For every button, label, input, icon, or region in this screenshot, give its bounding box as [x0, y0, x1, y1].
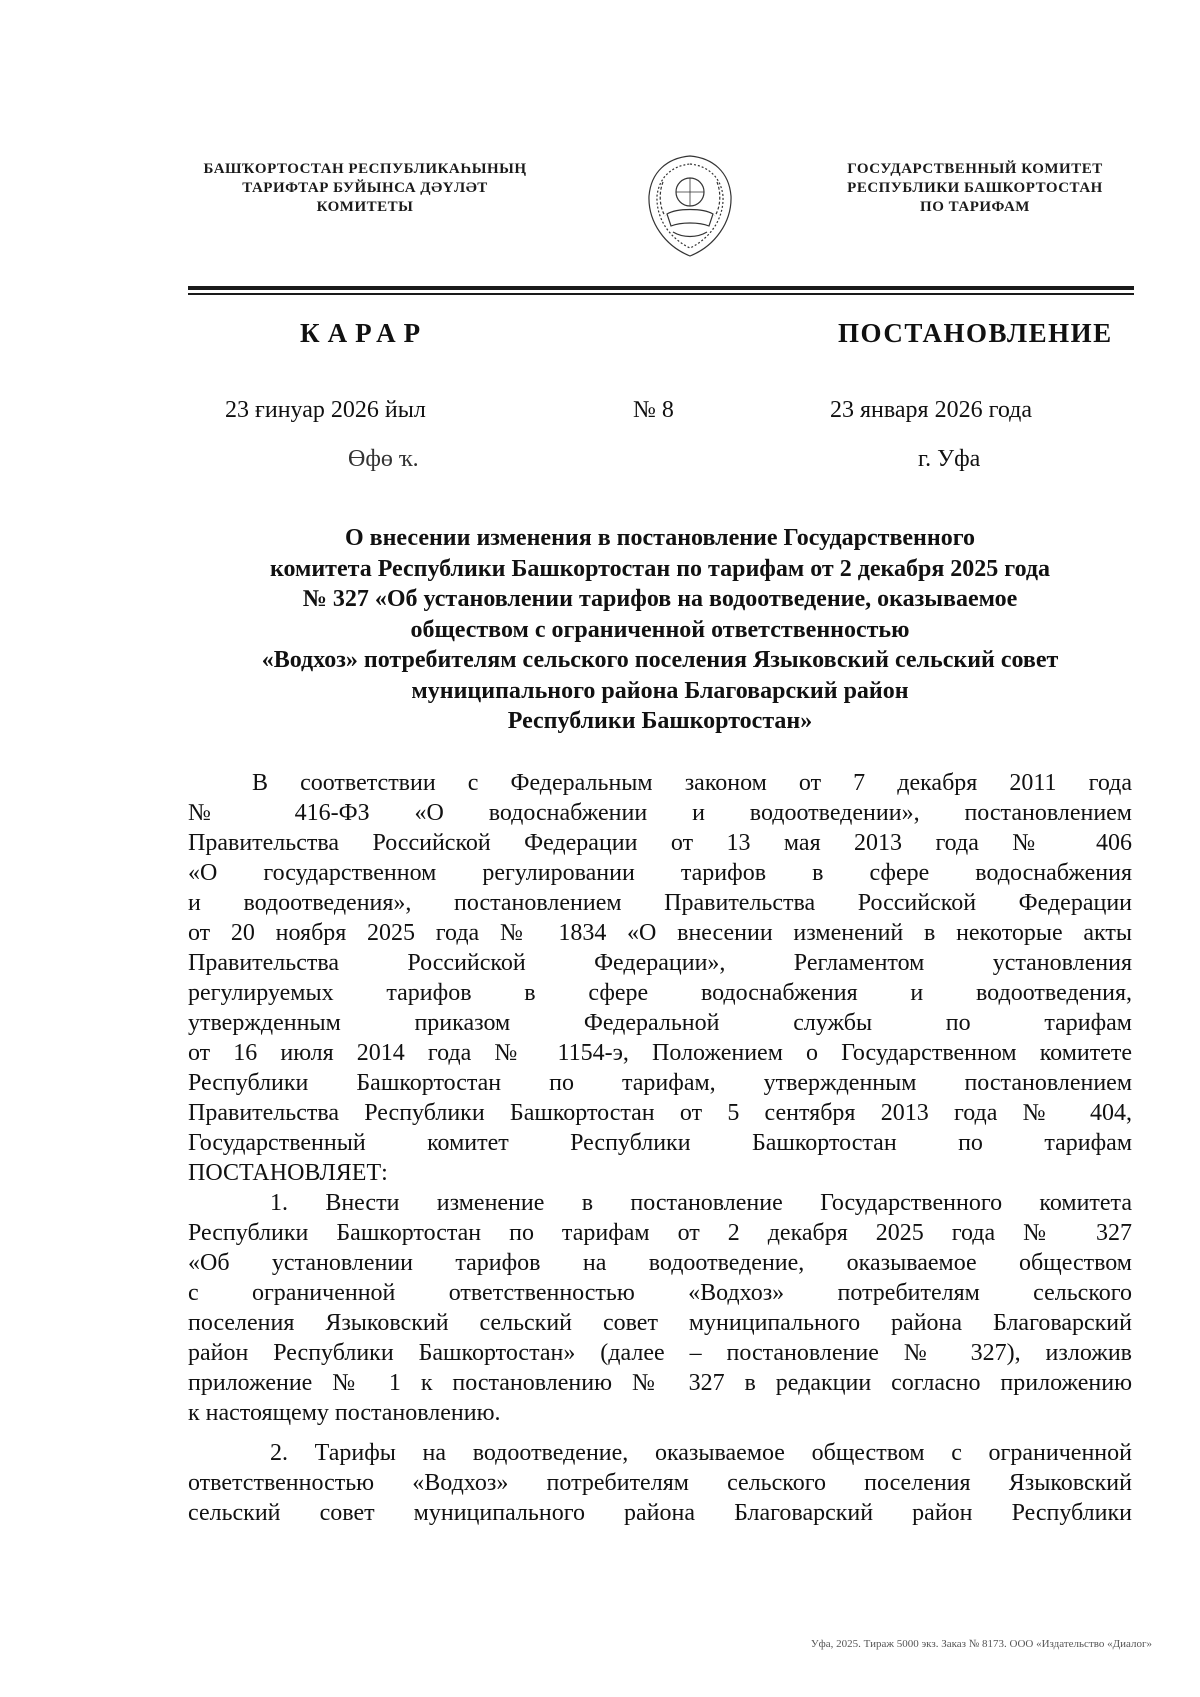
date-bashkir: 23 ғинуар 2026 йыл — [225, 397, 426, 423]
body-line: Правительства Российской Федерации», Регламентом установления — [188, 950, 1132, 976]
doc-number: № 8 — [633, 397, 674, 423]
body-line-resolves: ПОСТАНОВЛЯЕТ: — [188, 1160, 388, 1186]
header-right-line: ПО ТАРИФАМ — [920, 199, 1030, 215]
body-line: поселения Языковский сельский совет муниципального района Благоварский — [188, 1310, 1132, 1336]
header-left-line: БАШҠОРТОСТАН РЕСПУБЛИКАҺЫНЫҢ — [203, 161, 527, 177]
title-line: Республики Башкортостан» — [507, 708, 813, 734]
header-left-line: КОМИТЕТЫ — [316, 199, 414, 215]
coat-of-arms-icon — [643, 152, 737, 260]
document-title — [185, 523, 1135, 737]
body-line: Правительства Российской Федерации от 13 мая 2013 года № 406 — [188, 830, 1132, 856]
header-right-line: РЕСПУБЛИКИ БАШКОРТОСТАН — [847, 180, 1103, 196]
header-right-russian — [800, 160, 1150, 217]
body-line: сельский совет муниципального района Благоварский район Республики — [188, 1500, 1132, 1526]
title-line: комитета Республики Башкортостан по тарифам от 2 декабря 2025 года — [269, 555, 1051, 582]
title-line: муниципального района Благоварский район — [411, 677, 909, 704]
header-divider-thick — [188, 286, 1134, 290]
body-line: приложение № 1 к постановлению № 327 в редакции согласно приложению — [188, 1370, 1132, 1396]
body-line: Республики Башкортостан по тарифам, утвержденным постановлением — [188, 1070, 1132, 1096]
title-line: № 327 «Об установлении тарифов на водоотведение, оказываемое — [302, 586, 1018, 612]
print-footer: Уфа, 2025. Тираж 5000 экз. Заказ № 8173. ООО «Издательство «Диалог» — [810, 1638, 1152, 1650]
paragraph-item-1 — [188, 1188, 1132, 1428]
body-line: район Республики Башкортостан» (далее – постановление № 327), изложив — [188, 1340, 1132, 1366]
title-line: обществом с ограниченной ответственностью — [410, 616, 910, 643]
header-left-line: ТАРИФТАР БУЙЫНСА ДӘҮЛӘТ — [242, 180, 488, 196]
title-line: О внесении изменения в постановление Государственного — [344, 525, 976, 551]
body-line: № 416-ФЗ «О водоснабжении и водоотведении», постановлением — [188, 800, 1132, 826]
body-line: Государственный комитет Республики Башкортостан по тарифам — [188, 1130, 1132, 1156]
body-line: с ограниченной ответственностью «Водхоз» потребителям сельского — [188, 1280, 1132, 1306]
document-body — [188, 768, 1132, 1528]
city-bashkir: Өфө ҡ. — [348, 446, 419, 472]
body-line: «О государственном регулировании тарифов в сфере водоснабжения — [188, 860, 1132, 886]
header-left-bashkir — [160, 160, 570, 217]
title-line: «Водхоз» потребителям сельского поселения Языковский сельский совет — [261, 647, 1059, 673]
body-line: утвержденным приказом Федеральной службы по тарифам — [188, 1010, 1132, 1036]
doc-kind-bashkir: КАРАР — [300, 318, 429, 348]
city-russian: г. Уфа — [918, 446, 981, 472]
header-divider-thin — [188, 293, 1134, 295]
body-line: от 16 июля 2014 года № 1154-э, Положением о Государственном комитете — [188, 1040, 1132, 1066]
header-right-line: ГОСУДАРСТВЕННЫЙ КОМИТЕТ — [847, 161, 1103, 177]
body-line: регулируемых тарифов в сфере водоснабжения и водоотведения, — [188, 980, 1132, 1006]
body-line: 2. Тарифы на водоотведение, оказываемое обществом с ограниченной — [270, 1440, 1132, 1466]
body-line: Правительства Республики Башкортостан от 5 сентября 2013 года № 404, — [188, 1100, 1132, 1126]
body-line: В соответствии с Федеральным законом от 7 декабря 2011 года — [252, 770, 1132, 796]
date-russian: 23 января 2026 года — [830, 397, 1033, 423]
paragraph-preamble — [188, 768, 1132, 1188]
body-line: ответственностью «Водхоз» потребителям сельского поселения Языковский — [188, 1470, 1132, 1496]
body-line: «Об установлении тарифов на водоотведение, оказываемое обществом — [188, 1250, 1132, 1276]
doc-kind-russian: ПОСТАНОВЛЕНИЕ — [838, 318, 1113, 348]
body-line: от 20 ноября 2025 года № 1834 «О внесении изменений в некоторые акты — [188, 920, 1132, 946]
body-line: Республики Башкортостан по тарифам от 2 декабря 2025 года № 327 — [188, 1220, 1132, 1246]
paragraph-gap — [188, 1428, 1132, 1438]
body-line: к настоящему постановлению. — [188, 1400, 501, 1426]
body-line: 1. Внести изменение в постановление Государственного комитета — [270, 1190, 1132, 1216]
paragraph-item-2 — [188, 1438, 1132, 1528]
body-line: и водоотведения», постановлением Правительства Российской Федерации — [188, 890, 1132, 916]
